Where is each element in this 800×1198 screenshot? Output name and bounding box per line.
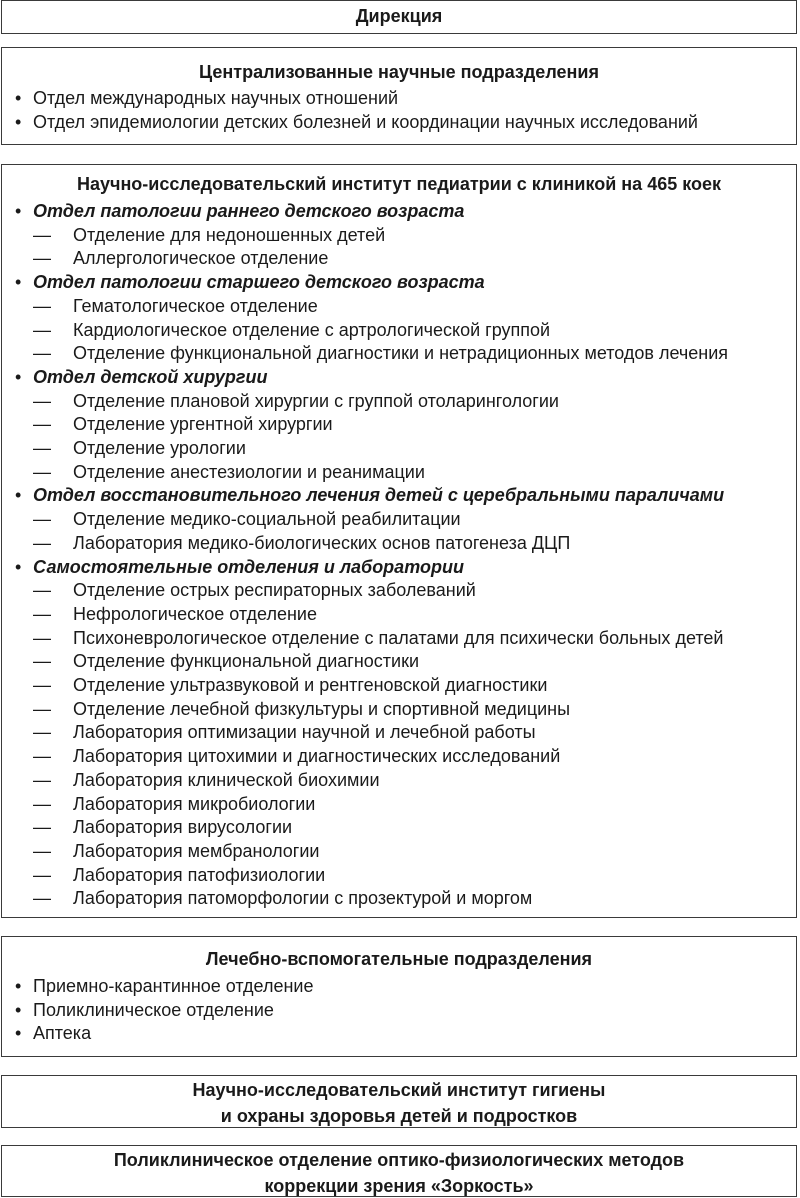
bullet-marker: • bbox=[15, 272, 22, 293]
central-units-title: Централизованные научные подразделения bbox=[199, 62, 599, 82]
dash-marker: — bbox=[33, 840, 51, 861]
unit-item bbox=[15, 793, 796, 817]
dash-marker: — bbox=[33, 414, 51, 435]
unit-name: Лаборатория патоморфологии с прозектурой и моргом bbox=[73, 888, 533, 909]
department-item bbox=[15, 271, 796, 295]
dash-marker: — bbox=[33, 769, 51, 790]
unit-item bbox=[15, 840, 796, 864]
bullet-marker: • bbox=[15, 366, 22, 387]
unit-name: Кардиологическое отделение с артрологической группой bbox=[73, 319, 551, 340]
dash-marker: — bbox=[33, 698, 51, 719]
unit-name: Отделение медико-социальной реабилитации bbox=[73, 509, 461, 530]
list-item-label: Отдел международных научных отношений bbox=[33, 88, 399, 108]
dash-marker: — bbox=[33, 627, 51, 648]
unit-item bbox=[15, 319, 796, 343]
unit-item bbox=[15, 224, 796, 248]
unit-name: Отделение урологии bbox=[73, 438, 246, 459]
unit-item bbox=[15, 247, 796, 271]
pediatrics-institute-title: Научно-исследовательский институт педиатрии с клиникой на 465 коек bbox=[76, 174, 722, 194]
zorkost-clinic-box bbox=[1, 1145, 797, 1197]
department-name: Отдел детской хирургии bbox=[33, 366, 268, 387]
pediatrics-institute-box bbox=[1, 164, 797, 918]
dash-marker: — bbox=[33, 746, 51, 767]
zorkost-clinic-title-line-2: коррекции зрения «Зоркость» bbox=[264, 1176, 534, 1196]
dash-marker: — bbox=[33, 532, 51, 553]
unit-name: Лаборатория вирусологии bbox=[73, 817, 293, 838]
department-name: Самостоятельные отделения и лаборатории bbox=[33, 556, 464, 577]
institute-structure-list bbox=[2, 200, 796, 911]
unit-name: Отделение для недоношенных детей bbox=[73, 224, 386, 245]
dash-marker: — bbox=[33, 224, 51, 245]
dash-marker: — bbox=[33, 722, 51, 743]
hygiene-institute-box bbox=[1, 1075, 797, 1128]
list-item bbox=[15, 87, 796, 111]
unit-name: Отделение функциональной диагностики и нетрадиционных методов лечения bbox=[73, 343, 729, 364]
department-item bbox=[15, 200, 796, 224]
bullet-marker: • bbox=[15, 201, 22, 221]
list-item bbox=[15, 975, 796, 999]
dash-marker: — bbox=[33, 295, 51, 316]
unit-name: Отделение лечебной физкультуры и спортивной медицины bbox=[73, 698, 571, 719]
bullet-marker: • bbox=[15, 485, 22, 506]
bullet-marker: • bbox=[15, 88, 22, 108]
auxiliary-units-list bbox=[2, 975, 796, 1046]
hygiene-institute-title-line-1: Научно-исследовательский институт гигиены bbox=[192, 1080, 606, 1100]
list-item bbox=[15, 111, 796, 135]
unit-item bbox=[15, 413, 796, 437]
department-name: Отдел патологии старшего детского возраста bbox=[33, 272, 485, 293]
auxiliary-units-box bbox=[1, 936, 797, 1057]
list-item bbox=[15, 999, 796, 1023]
unit-item bbox=[15, 603, 796, 627]
dash-marker: — bbox=[33, 675, 51, 696]
dash-marker: — bbox=[33, 509, 51, 530]
dash-marker: — bbox=[33, 343, 51, 364]
unit-name: Лаборатория микробиологии bbox=[73, 793, 316, 814]
dash-marker: — bbox=[33, 864, 51, 885]
unit-name: Аллергологическое отделение bbox=[73, 248, 329, 269]
unit-item bbox=[15, 745, 796, 769]
unit-name: Отделение функциональной диагностики bbox=[73, 651, 420, 672]
list-item-label: Поликлиническое отделение bbox=[33, 999, 274, 1020]
central-units-list bbox=[2, 87, 796, 134]
unit-item bbox=[15, 627, 796, 651]
unit-name: Лаборатория цитохимии и диагностических исследований bbox=[73, 746, 561, 767]
list-item-label: Отдел эпидемиологии детских болезней и координации научных исследований bbox=[33, 111, 698, 132]
bullet-marker: • bbox=[15, 111, 22, 132]
hygiene-institute-title-line-2: и охраны здоровья детей и подростков bbox=[220, 1106, 578, 1126]
unit-item bbox=[15, 864, 796, 888]
unit-item bbox=[15, 674, 796, 698]
department-item bbox=[15, 366, 796, 390]
unit-item bbox=[15, 342, 796, 366]
unit-item bbox=[15, 721, 796, 745]
department-item bbox=[15, 484, 796, 508]
zorkost-clinic-title-line-1: Поликлиническое отделение оптико-физиологических методов bbox=[113, 1150, 685, 1170]
unit-item bbox=[15, 461, 796, 485]
unit-item bbox=[15, 532, 796, 556]
department-name: Отдел восстановительного лечения детей с церебральными параличами bbox=[33, 485, 725, 506]
department-name: Отдел патологии раннего детского возраста bbox=[33, 201, 465, 221]
auxiliary-units-title: Лечебно-вспомогательные подразделения bbox=[205, 949, 593, 969]
dash-marker: — bbox=[33, 603, 51, 624]
bullet-marker: • bbox=[15, 1023, 22, 1044]
direction-box bbox=[1, 0, 797, 34]
bullet-marker: • bbox=[15, 999, 22, 1020]
dash-marker: — bbox=[33, 390, 51, 411]
dash-marker: — bbox=[33, 793, 51, 814]
unit-name: Лаборатория медико-биологических основ патогенеза ДЦП bbox=[73, 532, 571, 553]
dash-marker: — bbox=[33, 817, 51, 838]
dash-marker: — bbox=[33, 580, 51, 601]
unit-name: Лаборатория клинической биохимии bbox=[73, 769, 380, 790]
unit-item bbox=[15, 816, 796, 840]
unit-name: Лаборатория патофизиологии bbox=[73, 864, 326, 885]
direction-title: Дирекция bbox=[355, 6, 443, 26]
unit-item bbox=[15, 390, 796, 414]
dash-marker: — bbox=[33, 651, 51, 672]
department-item bbox=[15, 556, 796, 580]
dash-marker: — bbox=[33, 438, 51, 459]
unit-name: Отделение плановой хирургии с группой отоларингологии bbox=[73, 390, 559, 411]
unit-name: Нефрологическое отделение bbox=[73, 603, 317, 624]
unit-item bbox=[15, 437, 796, 461]
list-item-label: Приемно-карантинное отделение bbox=[33, 976, 314, 996]
dash-marker: — bbox=[33, 888, 51, 909]
bullet-marker: • bbox=[15, 556, 22, 577]
unit-item bbox=[15, 579, 796, 603]
dash-marker: — bbox=[33, 319, 51, 340]
dash-marker: — bbox=[33, 461, 51, 482]
unit-name: Гематологическое отделение bbox=[73, 295, 318, 316]
unit-item bbox=[15, 698, 796, 722]
unit-name: Психоневрологическое отделение с палатами для психически больных детей bbox=[73, 627, 724, 648]
list-item bbox=[15, 1022, 796, 1046]
unit-item bbox=[15, 769, 796, 793]
unit-item bbox=[15, 887, 796, 911]
bullet-marker: • bbox=[15, 976, 22, 996]
unit-name: Отделение острых респираторных заболеваний bbox=[73, 580, 476, 601]
unit-name: Лаборатория оптимизации научной и лечебной работы bbox=[73, 722, 536, 743]
unit-name: Отделение ультразвуковой и рентгеновской диагностики bbox=[73, 675, 548, 696]
dash-marker: — bbox=[33, 248, 51, 269]
unit-item bbox=[15, 508, 796, 532]
central-units-box bbox=[1, 47, 797, 145]
unit-name: Отделение ургентной хирургии bbox=[73, 414, 333, 435]
list-item-label: Аптека bbox=[33, 1023, 92, 1044]
unit-name: Отделение анестезиологии и реанимации bbox=[73, 461, 425, 482]
unit-name: Лаборатория мембранологии bbox=[73, 840, 320, 861]
unit-item bbox=[15, 295, 796, 319]
unit-item bbox=[15, 650, 796, 674]
